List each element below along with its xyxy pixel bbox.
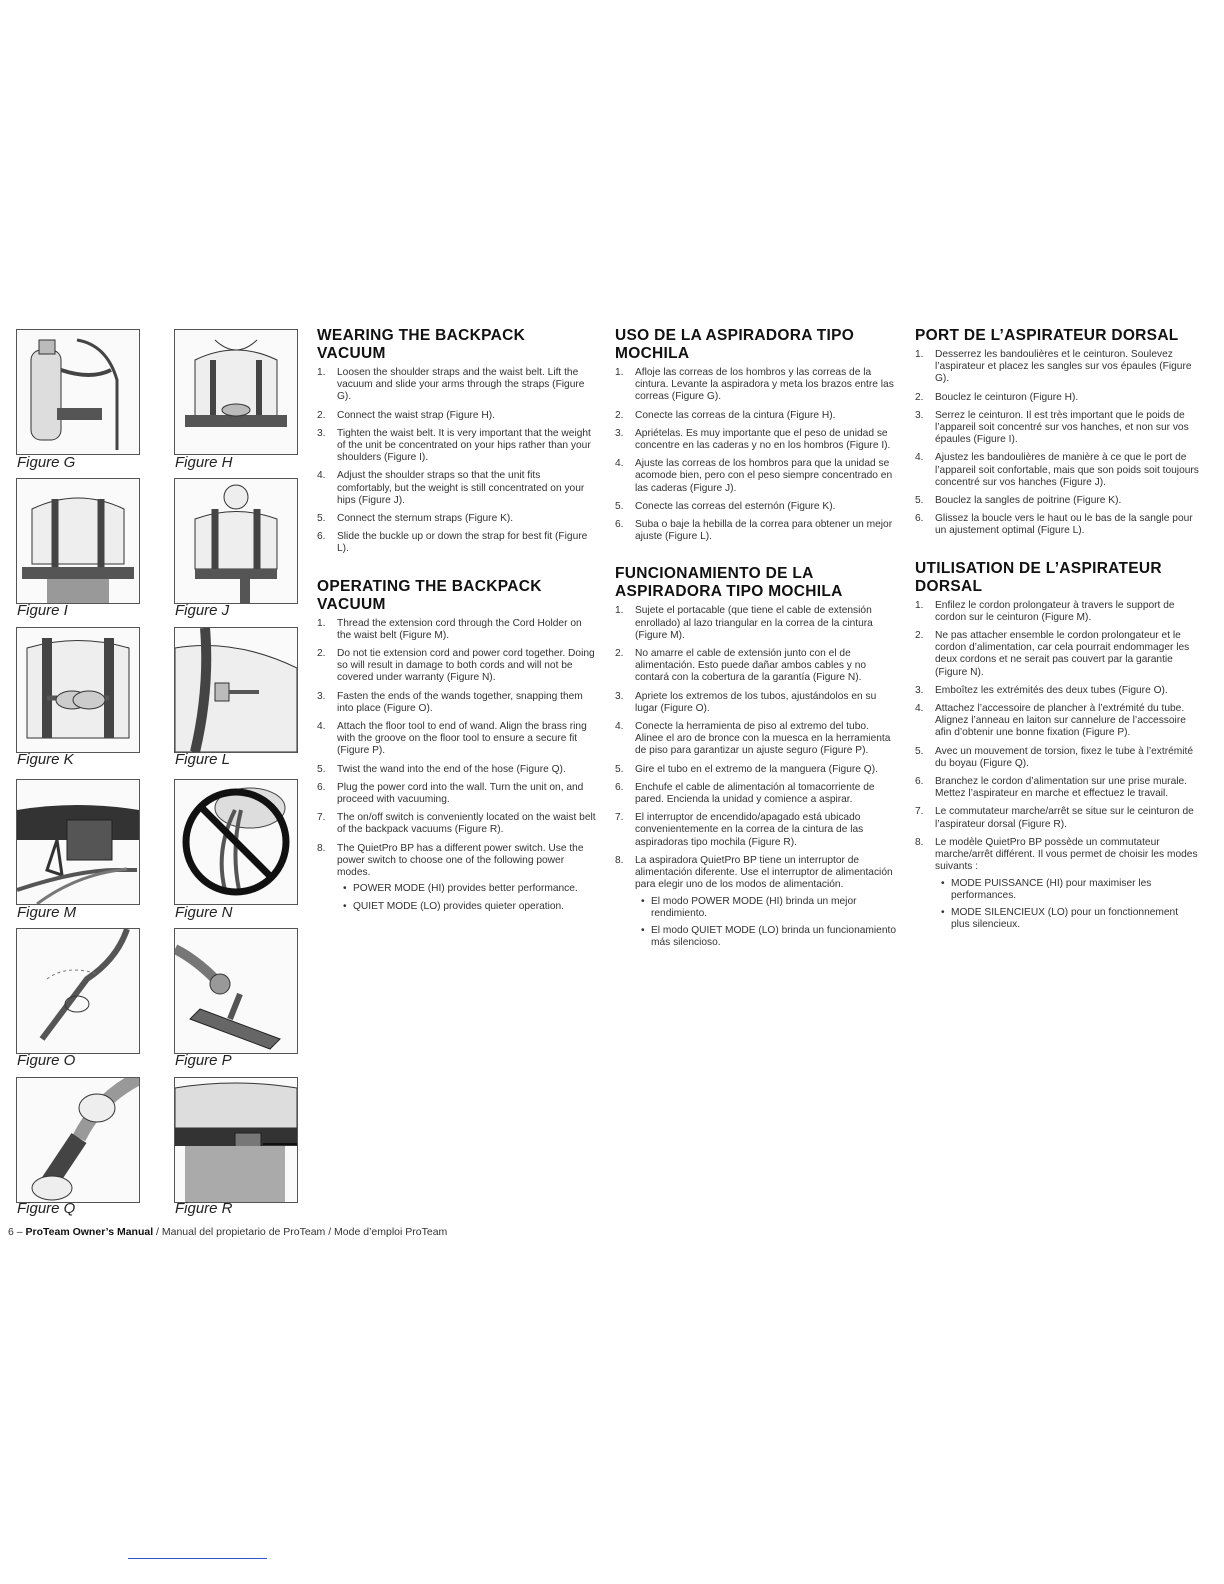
step-number: 7.: [915, 806, 924, 818]
figure-caption: Figure M: [17, 904, 77, 921]
step-item: [317, 410, 597, 422]
step-item: [317, 782, 597, 806]
step-text: Enfilez le cordon prolongateur à travers le support de cordon sur le ceinturon (Figure M).: [935, 599, 1175, 623]
step-text: Bouclez le ceinturon (Figure H).: [935, 391, 1079, 403]
step-text: Connect the sternum straps (Figure K).: [337, 513, 514, 525]
no-tied-cords-icon: [175, 780, 297, 904]
step-text: Emboîtez les extrémités des deux tubes (Figure O).: [935, 684, 1168, 696]
english-column: [317, 327, 597, 935]
step-list: [317, 367, 597, 556]
step-list: [915, 349, 1199, 538]
step-number: 5.: [615, 763, 624, 775]
step-item: [317, 843, 597, 913]
power-switch-icon: [175, 1078, 297, 1202]
step-text: Thread the extension cord through the Cord Holder on the waist belt (Figure M).: [337, 617, 582, 641]
bullet-icon: •: [343, 883, 347, 895]
step-number: 3.: [915, 409, 924, 421]
section-title: OPERATING THE BACKPACK VACUUM: [317, 577, 542, 613]
bullet-icon: •: [941, 906, 945, 918]
step-number: 3.: [615, 690, 624, 702]
step-number: 2.: [615, 648, 624, 660]
bullet-icon: •: [941, 877, 945, 889]
step-item: [915, 513, 1199, 537]
figure-caption: Figure O: [17, 1052, 76, 1069]
figure-l-image: [174, 627, 298, 753]
mode-item: [935, 878, 1199, 902]
sternum-strap-icon: [17, 628, 139, 752]
step-text: Afloje las correas de los hombros y las correas de la cintura. Levante la aspiradora y meta los brazos entre las correas (Figure G).: [635, 367, 894, 403]
step-item: [915, 806, 1199, 830]
step-text: Avec un mouvement de torsion, fixez le tube à l’extrémité du boyau (Figure Q).: [935, 745, 1194, 769]
figure-h-image: [174, 329, 298, 455]
step-number: 2.: [915, 630, 924, 642]
step-item: [317, 812, 597, 836]
mode-item: [337, 901, 597, 913]
waist-strap-icon: [175, 330, 297, 454]
buckle-strap-icon: [175, 628, 297, 752]
step-text: Gire el tubo en el extremo de la manguera (Figure Q).: [635, 763, 878, 775]
step-item: [915, 392, 1199, 404]
mode-list: [635, 896, 897, 950]
step-number: 6.: [915, 776, 924, 788]
step-text: Enchufe el cable de alimentación al tomacorriente de pared. Encienda la unidad y comience a aspirar.: [635, 781, 875, 806]
step-item: [615, 648, 897, 685]
step-item: [317, 648, 597, 685]
step-item: [615, 812, 897, 849]
step-number: 2.: [915, 391, 924, 403]
figure-caption: Figure G: [17, 454, 76, 471]
wand-hose-icon: [17, 1078, 139, 1202]
step-text: Desserrez les bandoulières et le ceinturon. Soulevez l’aspirateur et placez les sangles sur vos épaules (Figure G).: [935, 349, 1192, 385]
step-item: [915, 703, 1199, 740]
step-number: 1.: [317, 617, 326, 629]
mode-text: El modo QUIET MODE (LO) brinda un funcionamiento más silencioso.: [651, 924, 896, 949]
floor-tool-icon: [175, 929, 297, 1053]
mode-item: [635, 925, 897, 949]
mode-text: MODE PUISSANCE (HI) pour maximiser les performances.: [951, 877, 1152, 901]
step-text: Twist the wand into the end of the hose (Figure Q).: [337, 763, 566, 775]
figure-caption: Figure P: [175, 1052, 232, 1069]
step-number: 6.: [915, 513, 924, 525]
step-item: [317, 691, 597, 715]
bullet-icon: •: [343, 900, 347, 912]
figure-m-image: [16, 779, 140, 905]
step-item: [915, 495, 1199, 507]
step-number: 8.: [615, 854, 624, 866]
step-number: 1.: [915, 349, 924, 360]
step-number: 2.: [317, 409, 326, 421]
figure-q-image: [16, 1077, 140, 1203]
mode-text: El modo POWER MODE (HI) brinda un mejor rendimiento.: [651, 895, 857, 919]
step-number: 5.: [615, 500, 624, 512]
manual-brand: ProTeam Owner’s Manual: [25, 1226, 154, 1238]
step-number: 4.: [615, 458, 624, 470]
step-item: [615, 691, 897, 715]
step-number: 8.: [317, 842, 326, 854]
step-text: Serrez le ceinturon. Il est très important que le poids de l’appareil soit concentré sur vos hanches, et non sur vos épaules (Figure I).: [935, 409, 1189, 446]
step-item: [615, 855, 897, 949]
step-text: Conecte las correas de la cintura (Figure H).: [635, 409, 836, 421]
figure-caption: Figure H: [175, 454, 233, 471]
figure-caption: Figure K: [17, 751, 74, 768]
step-item: [915, 746, 1199, 770]
step-item: [317, 428, 597, 465]
step-item: [915, 452, 1199, 489]
step-list: [615, 367, 897, 543]
step-text: Ne pas attacher ensemble le cordon prolongateur et le cordon d’alimentation, car cela pourrait endommager les deux cordons et ne serait pas couvert par la garantie (Figure N).: [935, 630, 1190, 678]
section-title: FUNCIONAMIENTO DE LA ASPIRADORA TIPO MOCHILA: [615, 565, 843, 601]
step-text: Plug the power cord into the wall. Turn the unit on, and proceed with vacuuming.: [337, 781, 584, 806]
step-item: [615, 519, 897, 543]
step-text: Apriételas. Es muy importante que el peso de unidad se concentre en las caderas y no en los hombros (Figure I).: [635, 427, 891, 452]
wand-snap-icon: [17, 929, 139, 1053]
step-item: [317, 513, 597, 525]
figure-caption: Figure L: [175, 751, 231, 768]
step-number: 6.: [317, 781, 326, 793]
step-text: Connect the waist strap (Figure H).: [337, 409, 495, 421]
cord-holder-icon: [17, 780, 139, 904]
step-number: 3.: [915, 684, 924, 696]
step-number: 5.: [915, 745, 924, 757]
mode-item: [935, 907, 1199, 931]
step-item: [615, 501, 897, 513]
step-number: 6.: [615, 519, 624, 531]
step-item: [615, 605, 897, 642]
page-footer: [8, 1226, 447, 1238]
step-number: 2.: [615, 409, 624, 421]
section-title: USO DE LA ASPIRADORA TIPO MOCHILA: [615, 327, 855, 362]
figure-n-image: [174, 779, 298, 905]
step-number: 5.: [317, 513, 326, 525]
figure-r-image: [174, 1077, 298, 1203]
footer-dash: –: [16, 1226, 23, 1238]
step-text: Fasten the ends of the wands together, snapping them into place (Figure O).: [337, 690, 583, 714]
step-number: 4.: [915, 452, 924, 464]
step-text: The QuietPro BP has a different power switch. Use the power switch to choose one of the following power modes.: [337, 842, 584, 879]
step-item: [317, 764, 597, 776]
step-text: Slide the buckle up or down the strap for best fit (Figure L).: [337, 531, 588, 555]
step-text: Attach the floor tool to end of wand. Align the brass ring with the groove on the floor tool to ensure a secure fit (Figure P).: [337, 721, 587, 757]
step-text: Attachez l’accessoire de plancher à l’extrémité du tube. Alignez l’anneau en laiton sur cannelure de l’accessoire afin d’obtenir une bonne fixation (Figure P).: [935, 703, 1186, 739]
step-number: 7.: [615, 812, 624, 824]
mode-list: [337, 883, 597, 912]
step-number: 1.: [915, 599, 924, 611]
step-number: 4.: [317, 470, 326, 482]
step-item: [915, 776, 1199, 800]
step-number: 5.: [317, 763, 326, 775]
backpack-side-icon: [17, 330, 139, 454]
step-number: 3.: [317, 690, 326, 702]
step-number: 2.: [317, 648, 326, 660]
step-item: [615, 764, 897, 776]
step-text: Conecte la herramienta de piso al extremo del tubo. Alinee el aro de bronce con la muesca en la herramienta de piso para garantizar un ajuste seguro (Figure P).: [635, 721, 891, 757]
figure-i-image: [16, 478, 140, 604]
mode-text: MODE SILENCIEUX (LO) pour un fonctionnement plus silencieux.: [951, 906, 1179, 931]
step-item: [317, 721, 597, 758]
step-list: [317, 618, 597, 913]
figure-caption: Figure Q: [17, 1200, 76, 1217]
mode-item: [337, 883, 597, 895]
section-title: PORT DE L’ASPIRATEUR DORSAL: [915, 327, 1179, 344]
step-text: Conecte las correas del esternón (Figure K).: [635, 500, 836, 512]
step-text: Suba o baje la hebilla de la correa para obtener un mejor ajuste (Figure L).: [635, 519, 893, 543]
step-item: [317, 367, 597, 404]
step-item: [317, 531, 597, 555]
step-text: La aspiradora QuietPro BP tiene un interruptor de alimentación diferente. Use el interruptor de alimentación para elegir uno de los modos de alimentación.: [635, 854, 893, 891]
step-number: 4.: [915, 703, 924, 715]
step-list: [915, 600, 1199, 932]
figure-caption: Figure J: [175, 602, 230, 619]
mode-item: [635, 896, 897, 920]
mode-text: POWER MODE (HI) provides better performance.: [353, 883, 578, 895]
step-text: Tighten the waist belt. It is very important that the weight of the unit be concentrated on your hips rather than your shoulders (Figure I).: [337, 427, 591, 464]
step-item: [915, 837, 1199, 931]
step-text: Le commutateur marche/arrêt se situe sur le ceinturon de l’aspirateur dorsal (Figure R).: [935, 806, 1194, 830]
shoulder-strap-icon: [175, 479, 297, 603]
step-text: Apriete los extremos de los tubos, ajustándolos en su lugar (Figure O).: [635, 690, 877, 714]
step-item: [915, 410, 1199, 447]
figure-k-image: [16, 627, 140, 753]
figure-o-image: [16, 928, 140, 1054]
step-number: 1.: [317, 367, 326, 378]
link-underline: [128, 1558, 267, 1559]
step-text: Sujete el portacable (que tiene el cable de extensión enrollado) al lazo triangular en la correa de la cintura (Figure M).: [635, 605, 873, 641]
step-item: [615, 782, 897, 806]
step-text: Bouclez la sangles de poitrine (Figure K).: [935, 495, 1122, 507]
step-number: 4.: [317, 721, 326, 733]
step-text: Do not tie extension cord and power cord together. Doing so will result in damage to both cords and will not be covered under warranty (Figure N).: [337, 648, 595, 684]
step-item: [915, 600, 1199, 624]
figure-caption: Figure N: [175, 904, 233, 921]
step-item: [615, 428, 897, 452]
step-item: [317, 618, 597, 642]
step-text: Glissez la boucle vers le haut ou le bas de la sangle pour un ajustement optimal (Figure L).: [935, 513, 1193, 537]
step-item: [915, 630, 1199, 679]
figure-g-image: [16, 329, 140, 455]
bullet-icon: •: [641, 924, 645, 936]
step-number: 7.: [317, 812, 326, 824]
step-number: 6.: [615, 781, 624, 793]
figure-j-image: [174, 478, 298, 604]
french-column: [915, 327, 1199, 953]
step-number: 3.: [615, 427, 624, 439]
section-title: WEARING THE BACKPACK VACUUM: [317, 327, 526, 362]
waist-belt-icon: [17, 479, 139, 603]
step-text: Branchez le cordon d’alimentation sur une prise murale. Mettez l’aspirateur en marche et effectuez le travail.: [935, 776, 1187, 800]
step-list: [615, 605, 897, 949]
mode-text: QUIET MODE (LO) provides quieter operation.: [353, 900, 565, 912]
bullet-icon: •: [641, 895, 645, 907]
step-item: [615, 721, 897, 758]
mode-list: [935, 878, 1199, 932]
step-number: 4.: [615, 721, 624, 733]
step-item: [915, 685, 1199, 697]
step-text: Loosen the shoulder straps and the waist belt. Lift the vacuum and slide your arms through the straps (Figure G).: [337, 367, 585, 403]
step-text: Adjust the shoulder straps so that the unit fits comfortably, but the weight is still concentrated on your hips (Figure J).: [337, 470, 585, 506]
step-item: [317, 470, 597, 507]
manual-subtitle: / Manual del propietario de ProTeam / Mode d’emploi ProTeam: [153, 1226, 448, 1238]
step-number: 3.: [317, 427, 326, 439]
step-text: El interruptor de encendido/apagado está ubicado convenientemente en la correa de la cintura de las aspiradoras tipo mochila (Figure R).: [635, 812, 864, 848]
step-number: 5.: [915, 495, 924, 507]
step-item: [615, 367, 897, 404]
step-number: 8.: [915, 836, 924, 848]
step-item: [915, 349, 1199, 386]
step-item: [615, 410, 897, 422]
step-text: No amarre el cable de extensión junto con el de alimentación. Esto puede dañar ambos cables y no contará con la cobertura de la garantía (Figure N).: [635, 648, 867, 684]
step-number: 1.: [615, 367, 624, 378]
spanish-column: [615, 327, 897, 971]
step-text: Ajuste las correas de los hombros para que la unidad se acomode bien, pero con el peso siempre concentrado en las caderas (Figure J).: [635, 458, 893, 494]
figure-caption: Figure I: [17, 602, 68, 619]
step-number: 6.: [317, 531, 326, 543]
page-number: 6: [8, 1226, 14, 1238]
step-item: [615, 458, 897, 495]
figure-caption: Figure R: [175, 1200, 233, 1217]
step-text: Ajustez les bandoulières de manière à ce que le port de l’appareil soit confortable, mais que son poids soit toujours concentré sur vos hanches (Figure J).: [935, 452, 1199, 488]
step-text: Le modèle QuietPro BP possède un commutateur marche/arrêt différent. Il vous permet de choisir les modes suivants :: [935, 836, 1198, 873]
figure-p-image: [174, 928, 298, 1054]
section-title: UTILISATION DE L’ASPIRATEUR DORSAL: [915, 559, 1162, 595]
step-number: 1.: [615, 605, 624, 617]
step-text: The on/off switch is conveniently located on the waist belt of the backpack vacuums (Figure R).: [337, 812, 596, 836]
